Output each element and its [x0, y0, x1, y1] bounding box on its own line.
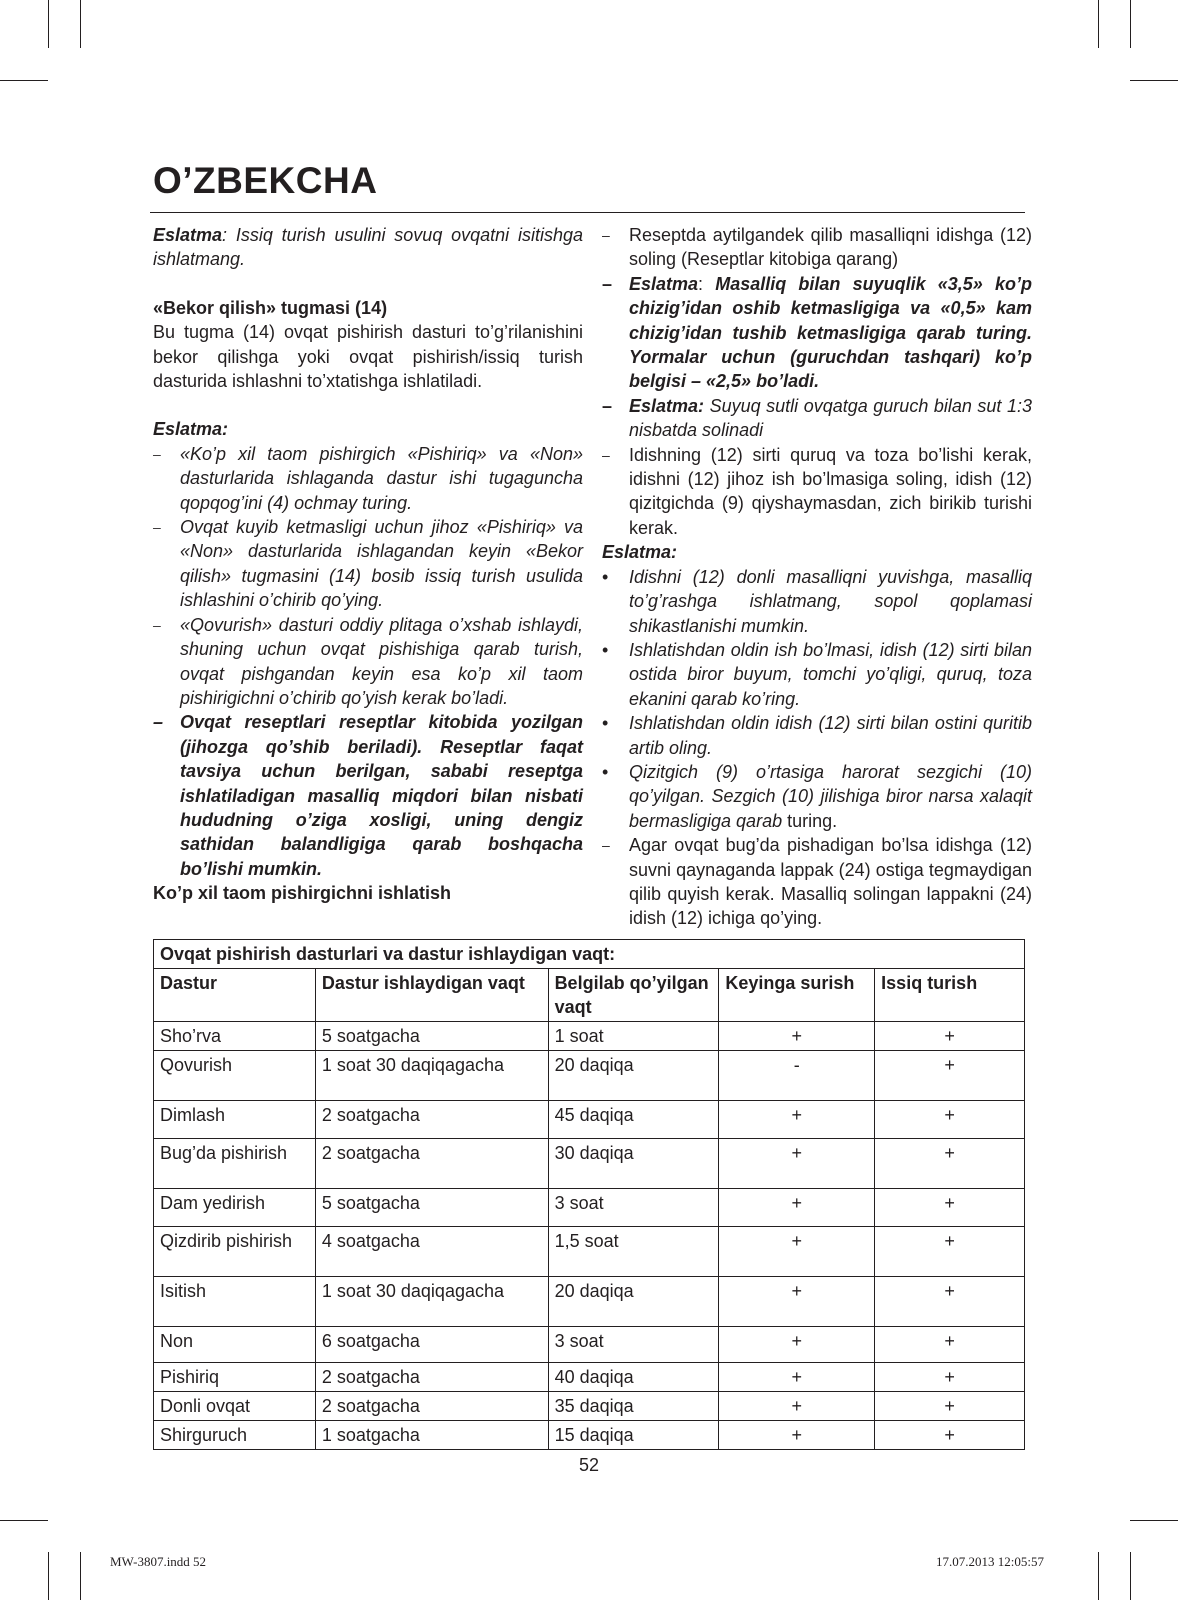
table-cell: Isitish — [154, 1277, 316, 1327]
column-header: Dastur ishlaydigan vaqt — [315, 969, 548, 1022]
crop-mark — [1130, 1552, 1131, 1600]
table-cell: + — [719, 1139, 875, 1189]
table-cell: Qizdirib pishirish — [154, 1227, 316, 1277]
table-cell: Shirguruch — [154, 1421, 316, 1450]
section-title: O’ZBEKCHA — [153, 160, 378, 201]
table-cell: 3 soat — [548, 1189, 719, 1227]
list-item: • Ishlatishdan oldin idish (12) sirti bilan ostini quritib artib oling. — [602, 713, 1032, 758]
list-item: – Ovqat reseptlari reseptlar kitobida yozilgan (jihozga qo’shib beriladi). Reseptlar faqat tavsiya uchun berilgan, sababi reseptga ishlatiladigan masalliq miqdori bilan nisbati hududning o’ziga xosligi, uning dengiz sathidan balandligiga qarab boshqacha bo’lishi mumkin. — [153, 712, 583, 879]
cancel-button-heading: «Bekor qilish» tugmasi (14) — [153, 297, 388, 318]
table-cell: Donli ovqat — [154, 1392, 316, 1421]
note-heading: Eslatma: — [153, 419, 229, 440]
table-row — [154, 1139, 1025, 1189]
table-cell: 30 daqiqa — [548, 1139, 719, 1189]
usage-heading: Ko’p xil taom pishirgichni ishlatish — [153, 883, 452, 904]
table-cell: + — [719, 1421, 875, 1450]
list-item: – «Ko’p xil taom pishirgich «Pishiriq» va «Non» dasturlarida ishlaganda dastur ishi tugaguncha qopqog’ini (4) ochmay turing. — [153, 443, 583, 513]
crop-mark — [1130, 1520, 1178, 1521]
crop-mark — [1098, 0, 1099, 48]
table-cell: 20 daqiqa — [548, 1051, 719, 1101]
note-bullets — [602, 565, 1032, 931]
table-cell: 2 soatgacha — [315, 1139, 548, 1189]
table-cell: + — [875, 1101, 1025, 1139]
crop-mark — [1098, 1552, 1099, 1600]
right-column — [602, 223, 1032, 931]
programs-table — [153, 939, 1025, 1450]
table-row — [154, 1051, 1025, 1101]
page-number: 52 — [578, 1455, 600, 1475]
table-cell: Qovurish — [154, 1051, 316, 1101]
table-cell: + — [719, 1392, 875, 1421]
table-cell: Dimlash — [154, 1101, 316, 1139]
file-slug: MW-3807.indd 52 — [110, 1554, 207, 1569]
table-cell: 1 soat — [548, 1022, 719, 1051]
table-cell: Bug’da pishirish — [154, 1139, 316, 1189]
date-slug: 17.07.2013 12:05:57 — [936, 1554, 1044, 1569]
table-cell: + — [719, 1101, 875, 1139]
table-cell: + — [719, 1277, 875, 1327]
note-list — [153, 442, 583, 881]
table-cell: + — [875, 1189, 1025, 1227]
column-header: Issiq turish — [875, 969, 1025, 1022]
list-item: – Eslatma: Masalliq bilan suyuqlik «3,5» ko’p chizig’idan oshib ketmasligiga va «0,5» kam chizig’idan tushib ketmasligiga qarab turing. Yormalar uchun (guruchdan tashqari) ko’p belgisi – «2,5» bo’ladi. — [602, 273, 1032, 392]
table-row — [154, 1101, 1025, 1139]
list-item: – Eslatma: Suyuq sutli ovqatga guruch bilan sut 1:3 nisbatda solinadi — [602, 395, 1032, 441]
table-cell: - — [719, 1051, 875, 1101]
table-cell: 2 soatgacha — [315, 1392, 548, 1421]
table-row — [154, 1022, 1025, 1051]
table-row — [154, 1363, 1025, 1392]
column-header: Belgilab qo’yilgan vaqt — [548, 969, 719, 1022]
crop-mark — [0, 1520, 48, 1521]
table-cell: + — [875, 1227, 1025, 1277]
table-cell: 1 soat 30 daqiqagacha — [315, 1277, 548, 1327]
table-cell: + — [719, 1363, 875, 1392]
table-cell: 20 daqiqa — [548, 1277, 719, 1327]
table-caption: Ovqat pishirish dasturlari va dastur ishlaydigan vaqt: — [154, 940, 1025, 969]
table-cell: + — [875, 1022, 1025, 1051]
table-cell: 45 daqiqa — [548, 1101, 719, 1139]
cancel-button-description: Bu tugma (14) ovqat pishirish dasturi to’g’rilanishini bekor qilishga yoki ovqat pishirish/issiq turish dasturida ishlashni to’xtatishga ishlatiladi. — [153, 322, 583, 392]
table-cell: 1 soat 30 daqiqagacha — [315, 1051, 548, 1101]
crop-mark — [48, 0, 49, 48]
left-column — [153, 223, 583, 906]
table-cell: + — [875, 1392, 1025, 1421]
table-cell: 6 soatgacha — [315, 1327, 548, 1363]
table-cell: + — [875, 1327, 1025, 1363]
list-item: • Idishni (12) donli masalliqni yuvishga, masalliq to’g’rashga ishlatmang, sopol qoplamasi shikastlanishi mumkin. — [602, 566, 1032, 636]
usage-list — [602, 223, 1032, 540]
title-rule — [150, 212, 1025, 213]
table-row — [154, 1327, 1025, 1363]
crop-mark — [0, 80, 48, 81]
table-cell: 40 daqiqa — [548, 1363, 719, 1392]
table-cell: + — [875, 1139, 1025, 1189]
list-item: – «Qovurish» dasturi oddiy plitaga o’xshab ishlaydi, shuning uchun ovqat pishishiga qarab turish, ovqat pishgandan keyin esa ko’p xil taom pishirigichni o’chirib qo’yish kerak bo’ladi. — [153, 614, 583, 708]
table-cell: + — [875, 1051, 1025, 1101]
table-cell: 2 soatgacha — [315, 1363, 548, 1392]
list-item: • Qizitgich (9) o’rtasiga harorat sezgichi (10) qo’yilgan. Sezgich (10) jilishiga biror narsa xalaqit bermasligiga qarab turing. — [602, 761, 1032, 831]
table-cell: 35 daqiqa — [548, 1392, 719, 1421]
list-item: • Ishlatishdan oldin ish bo’lmasi, idish (12) sirti bilan ostida biror buyum, tomchi yo’qligi, quruq, toza ekanini qarab ko’ring. — [602, 639, 1032, 709]
table-cell: + — [875, 1277, 1025, 1327]
table-cell: + — [875, 1421, 1025, 1450]
note-warm-mode: Eslatma: Issiq turish usulini sovuq ovqatni isitishga ishlatmang. — [153, 225, 583, 270]
table-cell: 2 soatgacha — [315, 1101, 548, 1139]
table-cell: 1,5 soat — [548, 1227, 719, 1277]
table-cell: Non — [154, 1327, 316, 1363]
table-cell: 15 daqiqa — [548, 1421, 719, 1450]
table-cell: 1 soatgacha — [315, 1421, 548, 1450]
table-row — [154, 1421, 1025, 1450]
table-cell: 5 soatgacha — [315, 1189, 548, 1227]
crop-mark — [80, 0, 81, 48]
list-item: – Ovqat kuyib ketmasligi uchun jihoz «Pishiriq» va «Non» dasturlarida ishlagandan keyin «Bekor qilish» tugmasini (14) bosib issiq turish usulida ishlashini o’chirib qo’ying. — [153, 517, 583, 611]
table-cell: + — [719, 1189, 875, 1227]
crop-mark — [1130, 0, 1131, 48]
table-cell: Dam yedirish — [154, 1189, 316, 1227]
list-item: – Reseptda aytilgandek qilib masalliqni idishga (12) soling (Reseptlar kitobiga qarang) — [602, 225, 1032, 270]
table-cell: Pishiriq — [154, 1363, 316, 1392]
table-row — [154, 1277, 1025, 1327]
table-cell: + — [719, 1327, 875, 1363]
crop-mark — [48, 1552, 49, 1600]
table-cell: 4 soatgacha — [315, 1227, 548, 1277]
table-cell: + — [719, 1227, 875, 1277]
note-heading: Eslatma: — [602, 542, 678, 563]
table-row — [154, 1392, 1025, 1421]
crop-mark — [80, 1552, 81, 1600]
table-header-row — [154, 969, 1025, 1022]
list-item: – Idishning (12) sirti quruq va toza bo’lishi kerak, idishni (12) jihoz ish bo’lmasiga soling, idish (12) qizitgichda (9) qiyshaymasdan, zich birikib turishi kerak. — [602, 444, 1032, 538]
table-cell: + — [719, 1022, 875, 1051]
table-row — [154, 1227, 1025, 1277]
list-item: – Agar ovqat bug’da pishadigan bo’lsa idishga (12) suvni qaynaganda lappak (24) ostiga tegmaydigan qilib quyish kerak. Masalliq solingan lappakni (24) idish (12) ichiga qo’ying. — [602, 835, 1032, 929]
table-cell: 5 soatgacha — [315, 1022, 548, 1051]
crop-mark — [1130, 80, 1178, 81]
table-row — [154, 1189, 1025, 1227]
table-cell: Sho’rva — [154, 1022, 316, 1051]
column-header: Keyinga surish — [719, 969, 875, 1022]
column-header: Dastur — [154, 969, 316, 1022]
table-cell: + — [875, 1363, 1025, 1392]
table-cell: 3 soat — [548, 1327, 719, 1363]
